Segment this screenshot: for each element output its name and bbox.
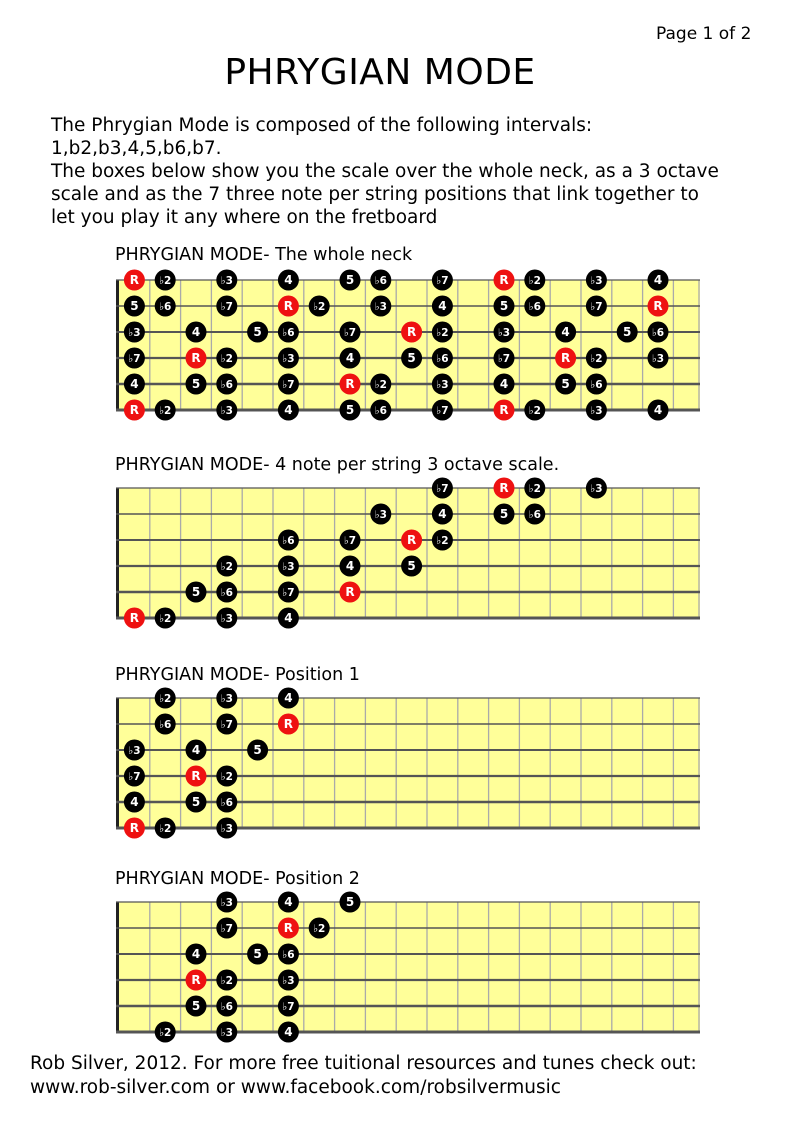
note-label: ♭6 <box>159 301 172 313</box>
note-marker <box>555 322 576 343</box>
note-label: 4 <box>191 947 201 961</box>
note-marker <box>401 556 422 577</box>
note-marker <box>216 1022 237 1043</box>
note-label: R <box>345 377 355 391</box>
note-label: R <box>406 533 417 547</box>
note-label: R <box>283 299 294 313</box>
note-label: 5 <box>345 273 355 287</box>
note-label: ♭3 <box>128 327 141 339</box>
note-marker <box>278 400 299 421</box>
note-label: ♭3 <box>497 327 511 339</box>
note-label: ♭7 <box>128 353 141 365</box>
note-marker <box>401 348 422 369</box>
note-label: ♭2 <box>220 975 233 987</box>
note-label: ♭7 <box>436 483 449 495</box>
note-marker <box>648 348 669 369</box>
note-label: ♭6 <box>374 405 387 417</box>
note-label: ♭2 <box>220 771 233 783</box>
note-marker <box>617 322 638 343</box>
note-marker <box>278 374 299 395</box>
note-marker <box>432 296 453 317</box>
nut <box>116 488 119 618</box>
note-label: ♭6 <box>590 379 603 391</box>
note-label: ♭2 <box>313 923 326 935</box>
note-marker <box>340 530 361 551</box>
fretboard-whole-neck <box>116 270 700 420</box>
note-marker <box>124 766 145 787</box>
note-label: ♭6 <box>282 535 295 547</box>
note-label: R <box>499 273 509 287</box>
intro-line: let you play it any where on the fretboard <box>51 207 438 228</box>
note-label: R <box>345 585 355 599</box>
note-marker <box>555 374 576 395</box>
root-note-marker <box>648 296 669 317</box>
note-marker <box>216 270 237 291</box>
note-marker <box>278 608 299 629</box>
note-marker <box>432 374 453 395</box>
note-label: 4 <box>130 795 139 809</box>
note-label: R <box>499 481 509 495</box>
note-marker <box>524 270 545 291</box>
note-label: ♭2 <box>313 301 326 313</box>
note-label: ♭2 <box>159 613 172 625</box>
note-label: 5 <box>191 585 201 599</box>
note-label: ♭3 <box>436 379 449 391</box>
note-label: ♭6 <box>282 327 295 339</box>
note-label: ♭2 <box>220 353 233 365</box>
note-label: ♭6 <box>159 719 172 731</box>
note-label: ♭7 <box>282 1001 295 1013</box>
note-label: ♭2 <box>374 379 387 391</box>
note-marker <box>155 688 176 709</box>
note-label: ♭3 <box>220 1027 233 1039</box>
note-label: 4 <box>284 1025 293 1039</box>
note-marker <box>247 944 268 965</box>
note-label: ♭3 <box>282 353 295 365</box>
note-marker <box>278 944 299 965</box>
note-marker <box>494 374 515 395</box>
note-marker <box>278 322 299 343</box>
note-marker <box>524 296 545 317</box>
note-marker <box>648 400 669 421</box>
note-label: 4 <box>653 273 663 287</box>
root-note-marker <box>278 918 299 939</box>
note-marker <box>340 270 361 291</box>
note-label: ♭3 <box>220 613 233 625</box>
note-marker <box>155 608 176 629</box>
root-note-marker <box>278 714 299 735</box>
note-marker <box>216 792 237 813</box>
note-label: 4 <box>284 691 293 705</box>
diagram-title-position-2: PHRYGIAN MODE- Position 2 <box>115 869 360 889</box>
note-label: ♭7 <box>590 301 603 313</box>
note-marker <box>278 556 299 577</box>
note-label: ♭3 <box>374 509 387 521</box>
note-label: R <box>129 273 140 287</box>
page-number: Page 1 of 2 <box>656 24 752 44</box>
page-title: PHRYGIAN MODE <box>224 52 536 93</box>
note-label: R <box>191 769 201 783</box>
note-label: 4 <box>191 325 201 339</box>
note-label: 5 <box>191 999 201 1013</box>
root-note-marker <box>186 766 207 787</box>
note-label: 5 <box>253 947 262 961</box>
note-marker <box>586 270 607 291</box>
note-label: ♭3 <box>374 301 387 313</box>
note-label: 5 <box>407 351 416 365</box>
note-marker <box>494 296 515 317</box>
note-marker <box>432 348 453 369</box>
note-label: 5 <box>499 507 509 521</box>
note-marker <box>216 374 237 395</box>
root-note-marker <box>494 270 515 291</box>
note-marker <box>216 996 237 1017</box>
note-label: 4 <box>438 299 447 313</box>
nut <box>116 280 119 410</box>
diagram-title-whole-neck: PHRYGIAN MODE- The whole neck <box>115 245 413 265</box>
note-marker <box>370 296 391 317</box>
note-label: ♭2 <box>159 405 172 417</box>
note-label: 4 <box>284 403 293 417</box>
note-marker <box>432 530 453 551</box>
note-label: 4 <box>284 273 293 287</box>
note-marker <box>124 296 145 317</box>
note-label: 5 <box>345 895 355 909</box>
note-marker <box>586 478 607 499</box>
note-label: ♭3 <box>590 483 603 495</box>
note-label: R <box>129 403 140 417</box>
note-label: ♭6 <box>220 587 233 599</box>
note-marker <box>370 400 391 421</box>
note-label: ♭7 <box>128 771 141 783</box>
note-marker <box>216 918 237 939</box>
root-note-marker <box>401 530 422 551</box>
note-label: ♭3 <box>220 823 233 835</box>
note-label: ♭3 <box>220 693 233 705</box>
note-marker <box>370 504 391 525</box>
note-label: ♭3 <box>220 897 233 909</box>
note-label: ♭6 <box>436 353 449 365</box>
note-marker <box>309 296 330 317</box>
note-label: ♭2 <box>528 275 541 287</box>
note-label: 4 <box>438 507 447 521</box>
note-label: ♭6 <box>282 949 295 961</box>
note-label: 4 <box>284 611 293 625</box>
root-note-marker <box>340 374 361 395</box>
fretboard-3-octave <box>116 478 700 628</box>
note-label: 5 <box>191 795 201 809</box>
note-label: ♭7 <box>220 923 233 935</box>
intro-line: scale and as the 7 three note per string positions that link together to <box>51 184 699 205</box>
note-label: 4 <box>284 895 293 909</box>
note-label: ♭2 <box>590 353 603 365</box>
note-marker <box>309 918 330 939</box>
root-note-marker <box>555 348 576 369</box>
note-marker <box>340 556 361 577</box>
note-marker <box>155 296 176 317</box>
root-note-marker <box>494 400 515 421</box>
note-marker <box>186 322 207 343</box>
note-label: R <box>191 351 201 365</box>
note-label: ♭6 <box>528 301 541 313</box>
note-label: R <box>283 717 294 731</box>
note-marker <box>586 348 607 369</box>
note-marker <box>216 608 237 629</box>
note-marker <box>247 322 268 343</box>
note-label: 5 <box>253 743 262 757</box>
root-note-marker <box>278 296 299 317</box>
note-marker <box>186 740 207 761</box>
root-note-marker <box>124 400 145 421</box>
note-label: R <box>560 351 571 365</box>
note-marker <box>278 970 299 991</box>
note-marker <box>278 1022 299 1043</box>
note-label: 4 <box>561 325 570 339</box>
intro-text <box>51 114 771 229</box>
note-label: 4 <box>130 377 139 391</box>
note-marker <box>340 892 361 913</box>
note-label: ♭7 <box>497 353 511 365</box>
note-marker <box>155 1022 176 1043</box>
root-note-marker <box>124 818 145 839</box>
note-label: ♭6 <box>220 797 233 809</box>
note-label: R <box>191 973 201 987</box>
note-label: 4 <box>191 743 201 757</box>
note-marker <box>648 322 669 343</box>
note-label: ♭6 <box>651 327 665 339</box>
note-label: ♭3 <box>220 275 233 287</box>
note-label: 4 <box>345 559 355 573</box>
note-label: R <box>129 821 140 835</box>
note-marker <box>155 714 176 735</box>
note-marker <box>524 400 545 421</box>
fretboard-position-2 <box>116 892 700 1042</box>
note-marker <box>124 740 145 761</box>
note-label: 5 <box>561 377 570 391</box>
note-marker <box>186 944 207 965</box>
note-label: 4 <box>345 351 355 365</box>
root-note-marker <box>124 270 145 291</box>
note-marker <box>278 582 299 603</box>
note-label: ♭3 <box>590 405 603 417</box>
note-marker <box>432 400 453 421</box>
note-marker <box>155 270 176 291</box>
note-marker <box>586 296 607 317</box>
note-label: ♭6 <box>220 379 233 391</box>
nut <box>116 698 119 828</box>
note-label: ♭7 <box>343 327 357 339</box>
note-label: ♭2 <box>436 327 449 339</box>
note-marker <box>124 348 145 369</box>
note-label: 5 <box>191 377 201 391</box>
footer-line: Rob Silver, 2012. For more free tuitional resources and tunes check out: <box>30 1053 697 1074</box>
note-marker <box>186 374 207 395</box>
note-marker <box>494 322 515 343</box>
note-label: 5 <box>130 299 139 313</box>
note-label: 5 <box>345 403 355 417</box>
note-marker <box>494 504 515 525</box>
note-marker <box>370 270 391 291</box>
note-marker <box>186 996 207 1017</box>
note-marker <box>278 270 299 291</box>
root-note-marker <box>340 582 361 603</box>
note-marker <box>124 792 145 813</box>
note-label: ♭3 <box>282 975 295 987</box>
note-marker <box>216 296 237 317</box>
note-marker <box>216 556 237 577</box>
note-marker <box>247 740 268 761</box>
note-marker <box>124 374 145 395</box>
note-marker <box>586 374 607 395</box>
root-note-marker <box>401 322 422 343</box>
note-label: 5 <box>623 325 632 339</box>
note-label: ♭7 <box>282 587 295 599</box>
note-label: ♭7 <box>436 405 449 417</box>
intro-line: The boxes below show you the scale over the whole neck, as a 3 octave <box>51 161 719 182</box>
note-marker <box>278 996 299 1017</box>
note-label: ♭2 <box>159 275 172 287</box>
note-marker <box>432 270 453 291</box>
note-marker <box>524 478 545 499</box>
note-label: ♭2 <box>159 1027 172 1039</box>
note-label: ♭7 <box>436 275 449 287</box>
nut <box>116 902 119 1032</box>
note-label: R <box>406 325 417 339</box>
note-marker <box>124 322 145 343</box>
intro-line: The Phrygian Mode is composed of the following intervals: <box>51 115 593 136</box>
note-marker <box>278 348 299 369</box>
note-label: 4 <box>653 403 663 417</box>
note-marker <box>216 818 237 839</box>
note-label: 5 <box>253 325 262 339</box>
note-marker <box>340 348 361 369</box>
note-marker <box>216 766 237 787</box>
note-label: 5 <box>407 559 416 573</box>
note-label: 4 <box>499 377 509 391</box>
note-marker <box>432 478 453 499</box>
note-label: R <box>129 611 140 625</box>
note-label: ♭3 <box>651 353 665 365</box>
note-marker <box>648 270 669 291</box>
note-marker <box>494 348 515 369</box>
note-label: ♭3 <box>590 275 603 287</box>
note-marker <box>340 400 361 421</box>
note-label: ♭2 <box>528 405 541 417</box>
note-label: 5 <box>499 299 509 313</box>
note-marker <box>278 530 299 551</box>
root-note-marker <box>186 970 207 991</box>
note-marker <box>216 400 237 421</box>
note-label: ♭7 <box>343 535 357 547</box>
note-marker <box>186 792 207 813</box>
note-label: ♭7 <box>282 379 295 391</box>
note-label: ♭2 <box>436 535 449 547</box>
note-label: ♭2 <box>528 483 541 495</box>
note-label: ♭3 <box>220 405 233 417</box>
note-marker <box>432 322 453 343</box>
note-label: ♭6 <box>220 1001 233 1013</box>
note-marker <box>216 714 237 735</box>
note-marker <box>216 348 237 369</box>
note-label: ♭2 <box>159 823 172 835</box>
note-marker <box>278 892 299 913</box>
intro-line: 1,b2,b3,4,5,b6,b7. <box>51 138 222 159</box>
note-label: ♭6 <box>528 509 541 521</box>
root-note-marker <box>186 348 207 369</box>
diagram-title-position-1: PHRYGIAN MODE- Position 1 <box>115 665 360 685</box>
note-label: R <box>283 921 294 935</box>
diagram-title-3-octave: PHRYGIAN MODE- 4 note per string 3 octave scale. <box>115 455 560 475</box>
note-label: R <box>499 403 509 417</box>
note-label: ♭6 <box>374 275 387 287</box>
note-marker <box>586 400 607 421</box>
footer <box>30 1052 697 1100</box>
note-marker <box>186 582 207 603</box>
fretboard-position-1 <box>116 688 700 838</box>
root-note-marker <box>124 608 145 629</box>
note-marker <box>432 504 453 525</box>
note-label: ♭7 <box>220 719 233 731</box>
note-marker <box>155 818 176 839</box>
note-label: ♭3 <box>282 561 295 573</box>
note-label: ♭3 <box>128 745 141 757</box>
footer-line: www.rob-silver.com or www.facebook.com/robsilvermusic <box>30 1077 561 1098</box>
note-marker <box>216 970 237 991</box>
note-marker <box>370 374 391 395</box>
note-marker <box>216 892 237 913</box>
note-label: ♭2 <box>159 693 172 705</box>
root-note-marker <box>494 478 515 499</box>
note-marker <box>216 688 237 709</box>
note-label: ♭7 <box>220 301 233 313</box>
note-label: ♭2 <box>220 561 233 573</box>
note-marker <box>216 582 237 603</box>
note-marker <box>155 400 176 421</box>
note-marker <box>340 322 361 343</box>
note-marker <box>524 504 545 525</box>
note-marker <box>278 688 299 709</box>
note-label: R <box>653 299 663 313</box>
